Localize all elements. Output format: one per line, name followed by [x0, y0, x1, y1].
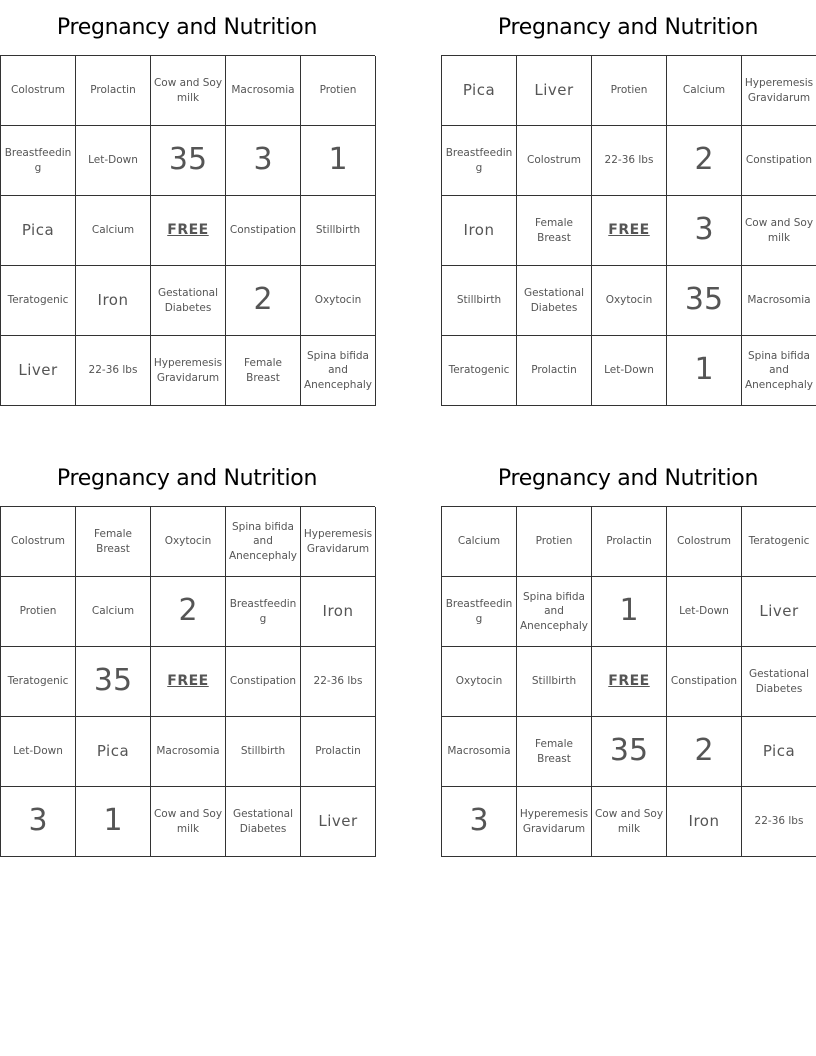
bingo-cell: Oxytocin — [301, 266, 376, 336]
bingo-cell: Hyperemesis Gravidarum — [301, 507, 376, 577]
bingo-cell: Breastfeeding — [442, 126, 517, 196]
bingo-cell: Liver — [301, 787, 376, 857]
bingo-cell: Gestational Diabetes — [226, 787, 301, 857]
free-space-cell: FREE — [151, 647, 226, 717]
bingo-cell: Constipation — [667, 647, 742, 717]
bingo-cell: Gestational Diabetes — [151, 266, 226, 336]
bingo-grid — [441, 506, 816, 857]
bingo-cell: Teratogenic — [1, 647, 76, 717]
bingo-cell: Let-Down — [592, 336, 667, 406]
card-title: Pregnancy and Nutrition — [56, 466, 318, 491]
bingo-cell: Protien — [301, 56, 376, 126]
bingo-cell: 2 — [151, 577, 226, 647]
bingo-cell: Pica — [76, 717, 151, 787]
bingo-cell: Prolactin — [76, 56, 151, 126]
bingo-cell: Constipation — [742, 126, 816, 196]
bingo-cell: Protien — [592, 56, 667, 126]
bingo-cell: Female Breast — [517, 196, 592, 266]
bingo-cell: Oxytocin — [151, 507, 226, 577]
bingo-cell: Hyperemesis Gravidarum — [151, 336, 226, 406]
bingo-cell: 1 — [592, 577, 667, 647]
free-space-cell: FREE — [151, 196, 226, 266]
bingo-cell: Constipation — [226, 647, 301, 717]
bingo-grid — [0, 55, 375, 406]
bingo-cell: 2 — [667, 126, 742, 196]
bingo-cell: Teratogenic — [442, 336, 517, 406]
bingo-cell: 3 — [667, 196, 742, 266]
bingo-cell: Stillbirth — [442, 266, 517, 336]
bingo-cell: 35 — [151, 126, 226, 196]
bingo-cell: Gestational Diabetes — [742, 647, 816, 717]
bingo-cell: Colostrum — [517, 126, 592, 196]
bingo-cell: Gestational Diabetes — [517, 266, 592, 336]
bingo-cell: Female Breast — [226, 336, 301, 406]
bingo-cell: Stillbirth — [301, 196, 376, 266]
bingo-cell: 2 — [226, 266, 301, 336]
bingo-cell: Female Breast — [76, 507, 151, 577]
bingo-cell: Liver — [1, 336, 76, 406]
bingo-cell: Constipation — [226, 196, 301, 266]
bingo-cell: Let-Down — [76, 126, 151, 196]
bingo-cell: Let-Down — [667, 577, 742, 647]
bingo-grid — [441, 55, 816, 406]
bingo-cell: Teratogenic — [742, 507, 816, 577]
bingo-cell: Calcium — [667, 56, 742, 126]
bingo-cell: Colostrum — [1, 56, 76, 126]
bingo-cell: 3 — [226, 126, 301, 196]
bingo-cell: 22-36 lbs — [76, 336, 151, 406]
card-title: Pregnancy and Nutrition — [497, 466, 759, 491]
bingo-cell: Pica — [442, 56, 517, 126]
bingo-cell: Calcium — [442, 507, 517, 577]
bingo-cell: Macrosomia — [442, 717, 517, 787]
bingo-cell: 35 — [76, 647, 151, 717]
bingo-cell: Spina bifida and Anencephaly — [301, 336, 376, 406]
bingo-cell: Calcium — [76, 196, 151, 266]
bingo-cell: 35 — [667, 266, 742, 336]
bingo-cell: Breastfeeding — [442, 577, 517, 647]
bingo-cell: Protien — [517, 507, 592, 577]
bingo-cell: 1 — [301, 126, 376, 196]
bingo-cell: Iron — [667, 787, 742, 857]
bingo-cell: Breastfeeding — [1, 126, 76, 196]
bingo-cell: Oxytocin — [592, 266, 667, 336]
bingo-cell: 22-36 lbs — [592, 126, 667, 196]
card-title: Pregnancy and Nutrition — [56, 15, 318, 40]
bingo-cell: 35 — [592, 717, 667, 787]
bingo-cell: 2 — [667, 717, 742, 787]
bingo-cell: Protien — [1, 577, 76, 647]
bingo-cell: 22-36 lbs — [301, 647, 376, 717]
bingo-cell: Colostrum — [667, 507, 742, 577]
bingo-cell: 3 — [1, 787, 76, 857]
bingo-cell: Hyperemesis Gravidarum — [517, 787, 592, 857]
bingo-cell: Oxytocin — [442, 647, 517, 717]
bingo-cell: Cow and Soy milk — [151, 56, 226, 126]
bingo-cell: Spina bifida and Anencephaly — [226, 507, 301, 577]
bingo-cell: 3 — [442, 787, 517, 857]
bingo-cell: Cow and Soy milk — [151, 787, 226, 857]
bingo-cell: 1 — [76, 787, 151, 857]
bingo-cell: Liver — [742, 577, 816, 647]
bingo-cell: Breastfeeding — [226, 577, 301, 647]
bingo-cell: Iron — [442, 196, 517, 266]
bingo-cell: 1 — [667, 336, 742, 406]
bingo-cell: Macrosomia — [151, 717, 226, 787]
bingo-cell: Let-Down — [1, 717, 76, 787]
free-space-cell: FREE — [592, 196, 667, 266]
bingo-cell: Prolactin — [592, 507, 667, 577]
bingo-cell: Colostrum — [1, 507, 76, 577]
bingo-cell: Teratogenic — [1, 266, 76, 336]
free-space-cell: FREE — [592, 647, 667, 717]
bingo-cell: 22-36 lbs — [742, 787, 816, 857]
bingo-cell: Stillbirth — [226, 717, 301, 787]
bingo-cell: Spina bifida and Anencephaly — [742, 336, 816, 406]
bingo-grid — [0, 506, 375, 857]
bingo-cell: Iron — [301, 577, 376, 647]
bingo-cell: Prolactin — [517, 336, 592, 406]
bingo-cell: Female Breast — [517, 717, 592, 787]
bingo-cell: Pica — [1, 196, 76, 266]
bingo-cell: Cow and Soy milk — [742, 196, 816, 266]
bingo-cell: Spina bifida and Anencephaly — [517, 577, 592, 647]
bingo-cell: Iron — [76, 266, 151, 336]
bingo-cell: Calcium — [76, 577, 151, 647]
bingo-cell: Hyperemesis Gravidarum — [742, 56, 816, 126]
card-title: Pregnancy and Nutrition — [497, 15, 759, 40]
bingo-cell: Prolactin — [301, 717, 376, 787]
bingo-cell: Cow and Soy milk — [592, 787, 667, 857]
bingo-cell: Macrosomia — [742, 266, 816, 336]
bingo-cell: Macrosomia — [226, 56, 301, 126]
bingo-cell: Stillbirth — [517, 647, 592, 717]
bingo-cell: Liver — [517, 56, 592, 126]
bingo-cell: Pica — [742, 717, 816, 787]
